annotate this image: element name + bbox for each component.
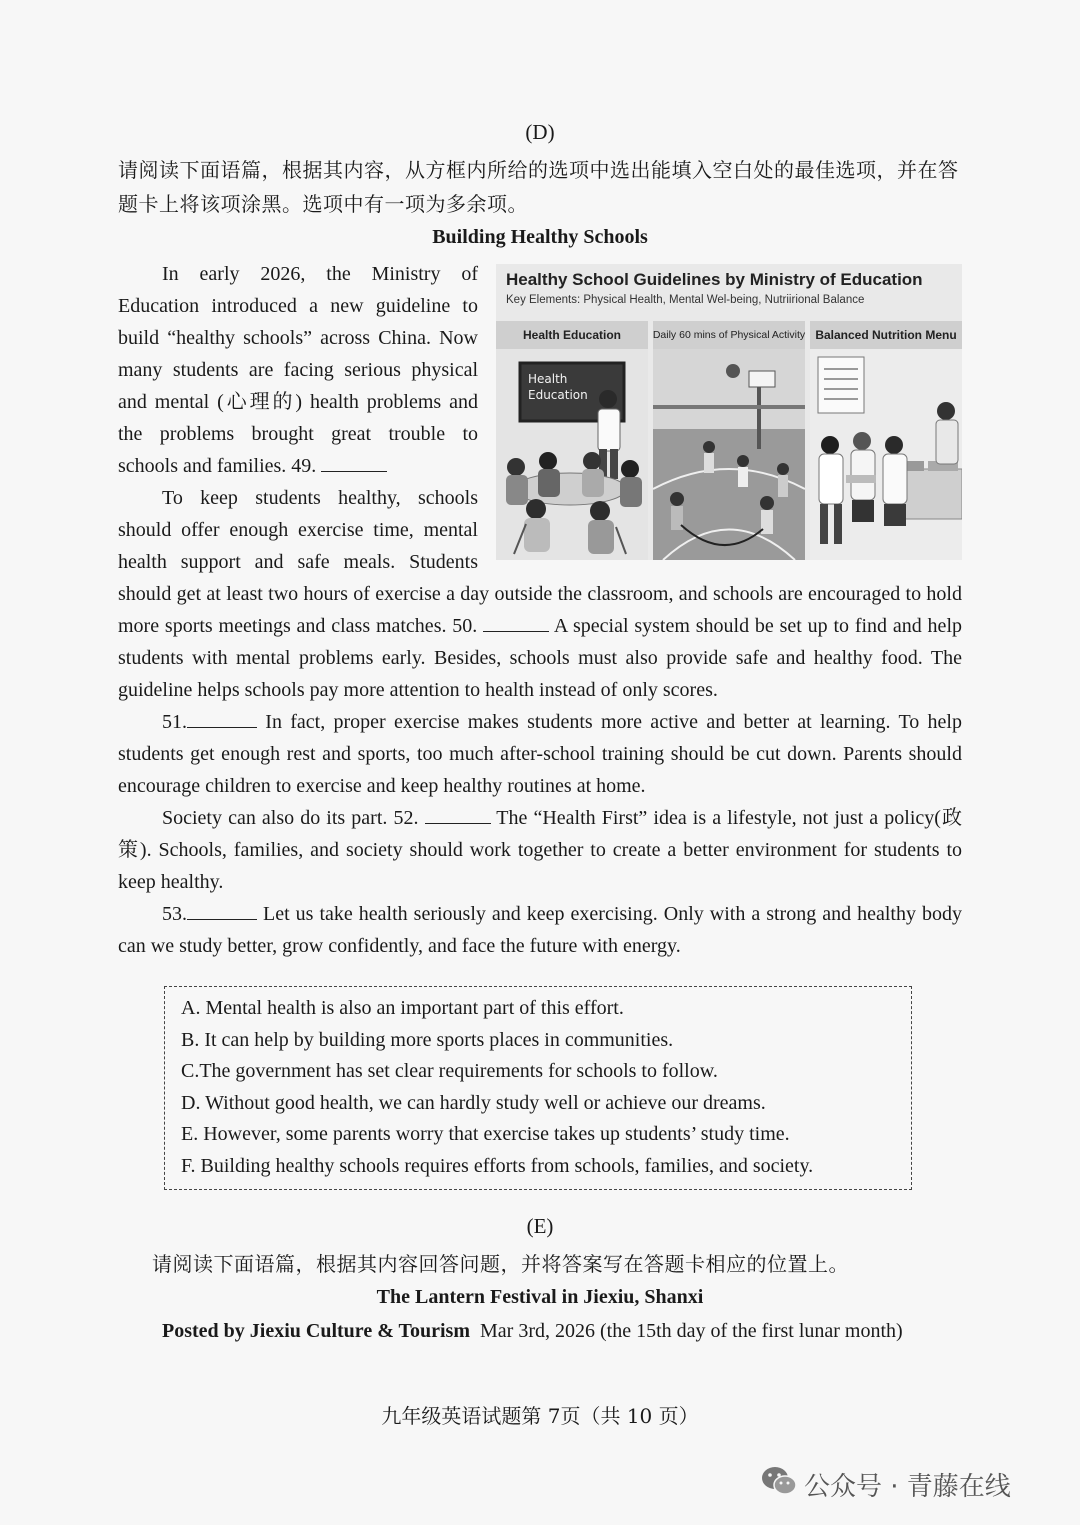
passage-d-body bbox=[118, 258, 962, 962]
paragraph-2: To keep students healthy, schools should offer enough exercise time, mental health support and safe meals. Students should get at least two hours of exercise a day outside the classroom, and schools are encouraged to hold more sports meetings and class matches. 50. A special system should be set up to find and help students with mental problems early. Besides, schools must also provide safe and healthy food. The guideline helps schools pay more attention to health instead of only scores. bbox=[118, 487, 962, 701]
options-box bbox=[164, 986, 912, 1190]
section-d-instruction: 请阅读下面语篇，根据其内容，从方框内所给的选项中选出能填入空白处的最佳选项，并在答题卡上将该项涂黑。选项中有一项为多余项。 bbox=[118, 158, 959, 216]
option-f: F. Building healthy schools requires efforts from schools, families, and society. bbox=[181, 1154, 814, 1177]
blank-49[interactable] bbox=[321, 453, 387, 472]
panel-heading-nutrition-menu: Balanced Nutrition Menu bbox=[810, 321, 962, 349]
paragraph-5: 53. Let us take health seriously and keep exercising. Only with a strong and healthy body can we study better, grow confidently, and face the future with energy. bbox=[118, 903, 962, 957]
board-text-line2: Education bbox=[528, 388, 588, 402]
figure-title: Healthy School Guidelines by Ministry of Education bbox=[506, 270, 923, 289]
board-text-line1: Health bbox=[528, 372, 568, 386]
playground-illustration bbox=[653, 349, 805, 560]
option-a: A. Mental health is also an important part of this effort. bbox=[181, 997, 624, 1019]
page-footer: 九年级英语试题第 7页（共 10 页） bbox=[381, 1404, 699, 1428]
paragraph-4: Society can also do its part. 52. The “Health First” idea is a lifestyle, not just a policy(政策). Schools, families, and society should work together to create a better environment for students to keep healthy. bbox=[118, 807, 962, 893]
section-d-label: (D) bbox=[525, 120, 555, 144]
option-e: E. However, some parents worry that exercise takes up students’ study time. bbox=[181, 1123, 790, 1145]
option-c: C.The government has set clear requirements for schools to follow. bbox=[181, 1060, 718, 1082]
watermark bbox=[760, 1462, 1060, 1502]
post-info bbox=[118, 1315, 962, 1347]
passage-e-title: The Lantern Festival in Jiexiu, Shanxi bbox=[376, 1286, 704, 1308]
paragraph-1: In early 2026, the Ministry of Education introduced a new guideline to build “healthy schools” across China. Now many students are facing serious physical and mental (心理的) health problems and the problems brought great trouble to schools and families. 49. bbox=[118, 263, 478, 477]
figure-subtitle: Key Elements: Physical Health, Mental Wel-being, Nutriirional Balance bbox=[506, 294, 865, 306]
blank-52[interactable] bbox=[425, 805, 491, 824]
blank-53[interactable] bbox=[187, 901, 257, 920]
post-date: Mar 3rd, 2026 (the 15th day of the first lunar month) bbox=[480, 1320, 903, 1342]
option-d: D. Without good health, we can hardly study well or achieve our dreams. bbox=[181, 1091, 766, 1114]
section-e-instruction: 请阅读下面语篇，根据其内容回答问题，并将答案写在答题卡相应的位置上。 bbox=[152, 1252, 849, 1276]
option-b: B. It can help by building more sports places in communities. bbox=[181, 1028, 674, 1051]
guidelines-figure bbox=[496, 264, 962, 560]
watermark-text: 公众号 · 青藤在线 bbox=[804, 1472, 1011, 1502]
cafeteria-illustration bbox=[810, 349, 962, 560]
blank-50[interactable] bbox=[483, 613, 549, 632]
paragraph-3: 51. In fact, proper exercise makes students more active and better at learning. To help students get enough rest and sports, too much after-school training should be cut down. Parents should encourage children to exercise and keep healthy routines at home. bbox=[118, 711, 962, 797]
classroom-illustration bbox=[496, 349, 648, 560]
section-e-label: (E) bbox=[526, 1214, 554, 1238]
panel-heading-physical-activity: Daily 60 mins of Physical Activity bbox=[653, 321, 805, 349]
passage-d-title: Building Healthy Schools bbox=[432, 226, 648, 248]
posted-by: Posted by Jiexiu Culture & Tourism bbox=[162, 1320, 470, 1342]
panel-heading-health-education: Health Education bbox=[496, 321, 648, 349]
wechat-icon bbox=[760, 1464, 798, 1498]
blank-51[interactable] bbox=[187, 709, 257, 728]
